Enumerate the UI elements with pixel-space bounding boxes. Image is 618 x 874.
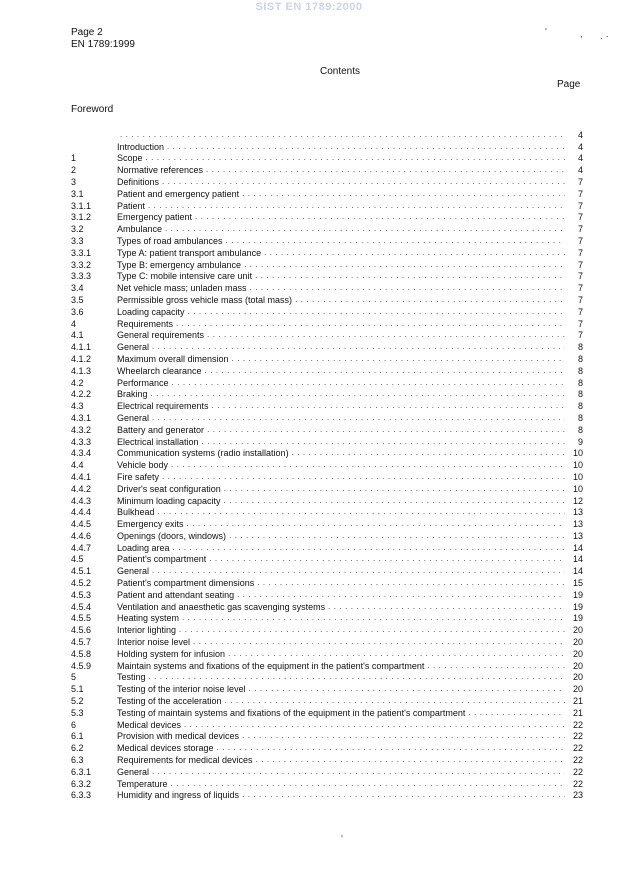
toc-entry-page: 15 bbox=[572, 578, 583, 589]
toc-entry[interactable] bbox=[71, 423, 583, 435]
toc-entry[interactable] bbox=[71, 352, 583, 364]
toc-entry[interactable] bbox=[71, 305, 583, 317]
toc-entry-page: 13 bbox=[572, 530, 583, 541]
toc-entry-number: 4.5.4 bbox=[71, 601, 92, 612]
toc-entry-number: 4.1.1 bbox=[71, 342, 92, 353]
toc-leader-dots bbox=[179, 625, 565, 635]
toc-leader-dots bbox=[224, 484, 565, 494]
toc-entry-label: Patient's compartment bbox=[117, 554, 207, 565]
toc-entry[interactable] bbox=[71, 671, 583, 683]
toc-leader-dots bbox=[167, 142, 565, 152]
toc-entry-page: 10 bbox=[572, 460, 583, 471]
toc-entry[interactable] bbox=[71, 411, 583, 423]
toc-entry[interactable] bbox=[71, 706, 583, 718]
toc-leader-dots bbox=[232, 354, 565, 364]
toc-leader-dots bbox=[171, 779, 565, 789]
toc-entry[interactable] bbox=[71, 623, 583, 635]
toc-entry-number: 3.3.3 bbox=[71, 271, 92, 282]
toc-entry[interactable] bbox=[71, 470, 583, 482]
toc-entry-page: 7 bbox=[577, 235, 583, 246]
toc-entry-page: 7 bbox=[577, 224, 583, 235]
toc-entry-page: 20 bbox=[572, 660, 583, 671]
toc-leader-dots bbox=[224, 496, 565, 506]
toc-leader-dots bbox=[225, 696, 565, 706]
toc-entry-number: 1 bbox=[71, 153, 77, 164]
toc-leader-dots bbox=[256, 755, 565, 765]
toc-entry[interactable] bbox=[71, 753, 583, 765]
toc-entry-page: 8 bbox=[577, 412, 583, 423]
toc-leader-dots bbox=[249, 684, 565, 694]
toc-leader-dots bbox=[195, 212, 565, 222]
toc-leader-dots bbox=[158, 507, 565, 517]
toc-entry-page: 21 bbox=[572, 696, 583, 707]
toc-entry-label: Types of road ambulances bbox=[117, 235, 223, 246]
toc-entry[interactable] bbox=[71, 140, 583, 152]
toc-entry-number: 4.5.1 bbox=[71, 566, 92, 577]
toc-leader-dots bbox=[207, 425, 565, 435]
toc-entry[interactable] bbox=[71, 789, 583, 801]
toc-entry-number: 4.5.3 bbox=[71, 589, 92, 600]
toc-entry-number: 4.5.7 bbox=[71, 637, 92, 648]
toc-entry-page: 7 bbox=[577, 176, 583, 187]
toc-entry-label: Driver's seat configuration bbox=[117, 483, 221, 494]
toc-entry-label: Testing of the acceleration bbox=[117, 696, 222, 707]
toc-entry-page: 7 bbox=[577, 330, 583, 341]
toc-entry-page: 10 bbox=[572, 483, 583, 494]
toc-entry[interactable] bbox=[71, 718, 583, 730]
toc-leader-dots bbox=[242, 790, 565, 800]
toc-entry-label: Braking bbox=[117, 389, 148, 400]
toc-entry-label: Patient's compartment dimensions bbox=[117, 578, 255, 589]
toc-entry-label: General requirements bbox=[117, 330, 205, 341]
toc-leader-dots bbox=[162, 177, 565, 187]
toc-leader-dots bbox=[427, 661, 565, 671]
toc-entry-page: 7 bbox=[577, 294, 583, 305]
toc-entry[interactable] bbox=[71, 281, 583, 293]
toc-leader-dots bbox=[468, 708, 565, 718]
toc-entry-label: Battery and generator bbox=[117, 424, 205, 435]
toc-entry-page: 8 bbox=[577, 389, 583, 400]
toc-entry-label: General bbox=[117, 412, 150, 423]
toc-entry-label: General bbox=[117, 342, 150, 353]
toc-entry-page: 7 bbox=[577, 259, 583, 270]
toc-entry[interactable] bbox=[71, 529, 583, 541]
toc-entry-page: 19 bbox=[572, 601, 583, 612]
toc-entry[interactable] bbox=[71, 270, 583, 282]
toc-entry[interactable] bbox=[71, 152, 583, 164]
contents-title: Contents bbox=[319, 66, 361, 77]
toc-entry-page: 20 bbox=[572, 637, 583, 648]
scan-speck: ' bbox=[341, 834, 343, 845]
toc-entry[interactable] bbox=[71, 293, 583, 305]
toc-leader-dots bbox=[207, 330, 565, 340]
toc-entry-number: 4.4.2 bbox=[71, 483, 92, 494]
toc-entry-number: 3.3 bbox=[71, 235, 84, 246]
toc-leader-dots bbox=[176, 319, 565, 329]
toc-leader-dots bbox=[295, 295, 565, 305]
toc-entry-page: 12 bbox=[572, 495, 583, 506]
toc-entry-page: 20 bbox=[572, 684, 583, 695]
toc-leader-dots bbox=[212, 401, 565, 411]
toc-leader-dots bbox=[152, 767, 565, 777]
toc-entry[interactable] bbox=[71, 506, 583, 518]
toc-leader-dots bbox=[146, 153, 565, 163]
toc-entry-label: Bulkhead bbox=[117, 507, 155, 518]
toc-entry-page: 7 bbox=[577, 318, 583, 329]
toc-leader-dots bbox=[152, 566, 565, 576]
toc-entry[interactable] bbox=[71, 364, 583, 376]
toc-entry-number: 5.3 bbox=[71, 707, 84, 718]
toc-entry[interactable] bbox=[71, 388, 583, 400]
toc-leader-dots bbox=[226, 236, 565, 246]
toc-entry-label: Emergency patient bbox=[117, 212, 193, 223]
toc-entry-number: 4.5 bbox=[71, 554, 84, 565]
toc-entry-label: Heating system bbox=[117, 613, 180, 624]
toc-entry[interactable] bbox=[71, 730, 583, 742]
toc-entry[interactable] bbox=[71, 163, 583, 175]
toc-entry-page: 4 bbox=[577, 129, 583, 140]
toc-entry-page: 14 bbox=[572, 554, 583, 565]
toc-leader-dots bbox=[184, 720, 565, 730]
toc-entry-number: 3.5 bbox=[71, 294, 84, 305]
toc-entry-number: 4.2.2 bbox=[71, 389, 92, 400]
toc-leader-dots bbox=[182, 613, 565, 623]
toc-entry-page: 8 bbox=[577, 401, 583, 412]
toc-entry-label: Loading capacity bbox=[117, 306, 185, 317]
toc-entry-label: Holding system for infusion bbox=[117, 648, 226, 659]
toc-entry-page: 7 bbox=[577, 188, 583, 199]
toc-entry[interactable] bbox=[71, 435, 583, 447]
toc-entry-page: 7 bbox=[577, 283, 583, 294]
toc-entry-label: Testing of the interior noise level bbox=[117, 684, 246, 695]
toc-entry-label: Ventilation and anaesthetic gas scavenging systems bbox=[117, 601, 326, 612]
toc-entry-number: 4.5.6 bbox=[71, 625, 92, 636]
toc-leader-dots bbox=[244, 260, 565, 270]
toc-entry-label: Medical devices storage bbox=[117, 743, 214, 754]
toc-entry-label: Patient bbox=[117, 200, 146, 211]
toc-entry-number: 6 bbox=[71, 719, 77, 730]
toc-entry-label: Permissible gross vehicle mass (total mass) bbox=[117, 294, 293, 305]
toc-entry-page: 22 bbox=[572, 719, 583, 730]
toc-entry[interactable] bbox=[71, 576, 583, 588]
page-number: Page 2 bbox=[71, 27, 103, 38]
toc-entry-label: Wheelarch clearance bbox=[117, 365, 202, 376]
toc-entry-number: 6.3.2 bbox=[71, 778, 92, 789]
toc-leader-dots bbox=[151, 389, 565, 399]
toc-entry-number: 6.3.1 bbox=[71, 766, 92, 777]
toc-entry-page: 7 bbox=[577, 247, 583, 258]
toc-entry-label: Emergency exits bbox=[117, 519, 184, 530]
toc-entry-label: Testing bbox=[117, 672, 146, 683]
toc-entry-number: 3.4 bbox=[71, 283, 84, 294]
toc-entry[interactable] bbox=[71, 553, 583, 565]
toc-leader-dots bbox=[162, 472, 565, 482]
toc-entry-page: 22 bbox=[572, 743, 583, 754]
toc-leader-dots bbox=[120, 130, 565, 140]
toc-entry-number: 4.1 bbox=[71, 330, 84, 341]
toc-entry[interactable] bbox=[71, 694, 583, 706]
toc-entry[interactable] bbox=[71, 494, 583, 506]
toc-entry-page: 8 bbox=[577, 365, 583, 376]
toc-entry-label: Electrical requirements bbox=[117, 401, 209, 412]
toc-entry-label: Humidity and ingress of liquids bbox=[117, 790, 240, 801]
toc-entry[interactable] bbox=[71, 612, 583, 624]
toc-entry-number: 6.2 bbox=[71, 743, 84, 754]
toc-entry-label: Type C: mobile intensive care unit bbox=[117, 271, 253, 282]
toc-entry-label: Provision with medical devices bbox=[117, 731, 240, 742]
scan-speck: . · bbox=[600, 31, 609, 42]
toc-leader-dots bbox=[149, 672, 565, 682]
toc-entry-label: Interior noise level bbox=[117, 637, 191, 648]
toc-entry-page: 22 bbox=[572, 755, 583, 766]
foreword-heading: Foreword bbox=[71, 104, 114, 115]
toc-entry-number: 4 bbox=[71, 318, 77, 329]
toc-leader-dots bbox=[209, 554, 565, 564]
toc-entry-label: Vehicle body bbox=[117, 460, 169, 471]
toc-entry-number: 3.1 bbox=[71, 188, 84, 199]
toc-entry-page: 20 bbox=[572, 648, 583, 659]
toc-entry-label: Medical devices bbox=[117, 719, 182, 730]
toc-entry-page: 13 bbox=[572, 507, 583, 518]
toc-entry-page: 10 bbox=[572, 471, 583, 482]
toc-entry-page: 4 bbox=[577, 153, 583, 164]
page-column-header: Page bbox=[557, 79, 581, 90]
toc-entry[interactable] bbox=[71, 128, 583, 140]
toc-entry-number: 6.3.3 bbox=[71, 790, 92, 801]
toc-entry-page: 23 bbox=[572, 790, 583, 801]
toc-entry[interactable] bbox=[71, 765, 583, 777]
toc-entry-label: Introduction bbox=[117, 141, 165, 152]
toc-entry-page: 8 bbox=[577, 424, 583, 435]
standard-id: EN 1789:1999 bbox=[71, 39, 135, 50]
toc-entry-label: Testing of maintain systems and fixations of the equipment in the patient's compartment bbox=[117, 707, 466, 718]
toc-entry[interactable] bbox=[71, 199, 583, 211]
toc-entry-number: 4.4.7 bbox=[71, 542, 92, 553]
toc-entry-number: 6.3 bbox=[71, 755, 84, 766]
toc-entry-number: 4.5.9 bbox=[71, 660, 92, 671]
toc-entry[interactable] bbox=[71, 340, 583, 352]
scan-speck: , bbox=[580, 29, 583, 40]
toc-entry-number: 4.4.6 bbox=[71, 530, 92, 541]
toc-entry-number: 3.3.2 bbox=[71, 259, 92, 270]
toc-leader-dots bbox=[257, 578, 565, 588]
toc-entry-page: 20 bbox=[572, 672, 583, 683]
toc-entry-number: 3.1.2 bbox=[71, 212, 92, 223]
toc-entry[interactable] bbox=[71, 482, 583, 494]
toc-entry-page: 22 bbox=[572, 731, 583, 742]
toc-entry-page: 14 bbox=[572, 566, 583, 577]
toc-leader-dots bbox=[264, 248, 565, 258]
toc-entry-page: 7 bbox=[577, 306, 583, 317]
toc-entry-label: Maintain systems and fixations of the equipment in the patient's compartment bbox=[117, 660, 425, 671]
toc-entry[interactable] bbox=[71, 682, 583, 694]
toc-entry-label: Type B: emergency ambulance bbox=[117, 259, 242, 270]
toc-entry-page: 4 bbox=[577, 165, 583, 176]
toc-entry-label: Performance bbox=[117, 377, 169, 388]
toc-entry-number: 4.3.3 bbox=[71, 436, 92, 447]
toc-entry-page: 4 bbox=[577, 141, 583, 152]
toc-entry-label: Patient and emergency patient bbox=[117, 188, 240, 199]
toc-entry-number: 4.4.3 bbox=[71, 495, 92, 506]
toc-entry-number: 4.1.2 bbox=[71, 353, 92, 364]
toc-leader-dots bbox=[206, 165, 565, 175]
toc-entry[interactable] bbox=[71, 187, 583, 199]
toc-entry-number: 5.2 bbox=[71, 696, 84, 707]
toc-leader-dots bbox=[171, 460, 565, 470]
toc-entry[interactable] bbox=[71, 588, 583, 600]
toc-entry-number: 5 bbox=[71, 672, 77, 683]
toc-entry[interactable] bbox=[71, 399, 583, 411]
toc-entry-label: Net vehicle mass; unladen mass bbox=[117, 283, 247, 294]
toc-entry-label: General bbox=[117, 766, 150, 777]
toc-entry-label: Ambulance bbox=[117, 224, 163, 235]
toc-entry-number: 4.5.5 bbox=[71, 613, 92, 624]
toc-entry-label: Communication systems (radio installation) bbox=[117, 448, 289, 459]
toc-entry-label: Temperature bbox=[117, 778, 168, 789]
toc-entry-label: Loading area bbox=[117, 542, 170, 553]
toc-leader-dots bbox=[152, 413, 565, 423]
toc-leader-dots bbox=[172, 378, 565, 388]
toc-entry-number: 4.4.4 bbox=[71, 507, 92, 518]
toc-entry[interactable] bbox=[71, 647, 583, 659]
toc-entry-number: 4.5.8 bbox=[71, 648, 92, 659]
toc-entry-page: 8 bbox=[577, 353, 583, 364]
toc-entry[interactable] bbox=[71, 175, 583, 187]
toc-leader-dots bbox=[165, 224, 565, 234]
toc-entry-number: 4.4.1 bbox=[71, 471, 92, 482]
toc-entry-label: Requirements for medical devices bbox=[117, 755, 253, 766]
toc-entry-page: 14 bbox=[572, 542, 583, 553]
toc-leader-dots bbox=[228, 649, 565, 659]
toc-entry-number: 3.6 bbox=[71, 306, 84, 317]
toc-entry[interactable] bbox=[71, 458, 583, 470]
toc-entry-page: 22 bbox=[572, 766, 583, 777]
toc-entry-label: Openings (doors, windows) bbox=[117, 530, 227, 541]
toc-entry-number: 4.5.2 bbox=[71, 578, 92, 589]
toc-list bbox=[71, 128, 583, 800]
toc-entry[interactable] bbox=[71, 246, 583, 258]
toc-entry-page: 22 bbox=[572, 778, 583, 789]
toc-entry[interactable] bbox=[71, 211, 583, 223]
toc-entry-label: General bbox=[117, 566, 150, 577]
toc-entry-label: Minimum loading capacity bbox=[117, 495, 221, 506]
toc-entry-number: 4.3.2 bbox=[71, 424, 92, 435]
toc-entry[interactable] bbox=[71, 222, 583, 234]
toc-entry-label: Electrical installation bbox=[117, 436, 199, 447]
toc-entry[interactable] bbox=[71, 635, 583, 647]
toc-entry[interactable] bbox=[71, 517, 583, 529]
toc-entry-number: 5.1 bbox=[71, 684, 84, 695]
toc-leader-dots bbox=[217, 743, 565, 753]
toc-entry-number: 4.4.5 bbox=[71, 519, 92, 530]
toc-entry-number: 4.4 bbox=[71, 460, 84, 471]
toc-leader-dots bbox=[173, 543, 565, 553]
toc-entry[interactable] bbox=[71, 600, 583, 612]
toc-entry-label: Type A: patient transport ambulance bbox=[117, 247, 262, 258]
toc-entry-number: 3.3.1 bbox=[71, 247, 92, 258]
toc-entry[interactable] bbox=[71, 447, 583, 459]
toc-entry-label: Maximum overall dimension bbox=[117, 353, 229, 364]
toc-leader-dots bbox=[229, 531, 565, 541]
toc-entry-page: 19 bbox=[572, 613, 583, 624]
toc-entry-number: 2 bbox=[71, 165, 77, 176]
toc-entry-number: 3.1.1 bbox=[71, 200, 92, 211]
toc-entry-page: 7 bbox=[577, 200, 583, 211]
toc-leader-dots bbox=[148, 201, 565, 211]
toc-entry-page: 21 bbox=[572, 707, 583, 718]
toc-entry-page: 13 bbox=[572, 519, 583, 530]
toc-entry-number: 4.1.3 bbox=[71, 365, 92, 376]
toc-leader-dots bbox=[202, 437, 565, 447]
toc-entry[interactable] bbox=[71, 659, 583, 671]
toc-leader-dots bbox=[242, 189, 565, 199]
scan-speck: ' bbox=[545, 27, 547, 38]
toc-leader-dots bbox=[255, 271, 565, 281]
toc-entry-label: Patient and attendant seating bbox=[117, 589, 235, 600]
toc-entry-page: 8 bbox=[577, 342, 583, 353]
toc-entry-page: 20 bbox=[572, 625, 583, 636]
toc-entry-page: 8 bbox=[577, 377, 583, 388]
toc-entry[interactable] bbox=[71, 329, 583, 341]
watermark: SIST EN 1789:2000 bbox=[255, 1, 363, 13]
toc-entry-page: 9 bbox=[577, 436, 583, 447]
toc-leader-dots bbox=[193, 637, 565, 647]
toc-entry-page: 7 bbox=[577, 271, 583, 282]
toc-entry-number: 6.1 bbox=[71, 731, 84, 742]
toc-entry-number: 3.2 bbox=[71, 224, 84, 235]
toc-entry-label: Scope bbox=[117, 153, 143, 164]
toc-leader-dots bbox=[242, 731, 565, 741]
toc-entry-label: Fire safety bbox=[117, 471, 160, 482]
toc-entry[interactable] bbox=[71, 741, 583, 753]
toc-entry-number: 4.2 bbox=[71, 377, 84, 388]
toc-entry-number: 4.3.4 bbox=[71, 448, 92, 459]
toc-entry-page: 10 bbox=[572, 448, 583, 459]
toc-entry[interactable] bbox=[71, 258, 583, 270]
toc-leader-dots bbox=[250, 283, 565, 293]
toc-entry[interactable] bbox=[71, 317, 583, 329]
toc-entry-number: 3 bbox=[71, 176, 77, 187]
toc-entry-page: 19 bbox=[572, 589, 583, 600]
toc-entry[interactable] bbox=[71, 376, 583, 388]
toc-leader-dots bbox=[187, 519, 565, 529]
toc-leader-dots bbox=[328, 602, 565, 612]
toc-entry[interactable] bbox=[71, 541, 583, 553]
toc-leader-dots bbox=[188, 307, 565, 317]
toc-entry-label: Requirements bbox=[117, 318, 174, 329]
toc-entry-label: Interior lighting bbox=[117, 625, 177, 636]
toc-entry-label: Definitions bbox=[117, 176, 160, 187]
toc-leader-dots bbox=[292, 448, 565, 458]
toc-leader-dots bbox=[205, 366, 565, 376]
toc-entry[interactable] bbox=[71, 234, 583, 246]
toc-leader-dots bbox=[152, 342, 565, 352]
toc-entry-label: Normative references bbox=[117, 165, 204, 176]
toc-leader-dots bbox=[237, 590, 565, 600]
toc-entry[interactable] bbox=[71, 777, 583, 789]
toc-entry-number: 4.3 bbox=[71, 401, 84, 412]
toc-entry-number: 4.3.1 bbox=[71, 412, 92, 423]
toc-entry-page: 7 bbox=[577, 212, 583, 223]
toc-entry[interactable] bbox=[71, 564, 583, 576]
